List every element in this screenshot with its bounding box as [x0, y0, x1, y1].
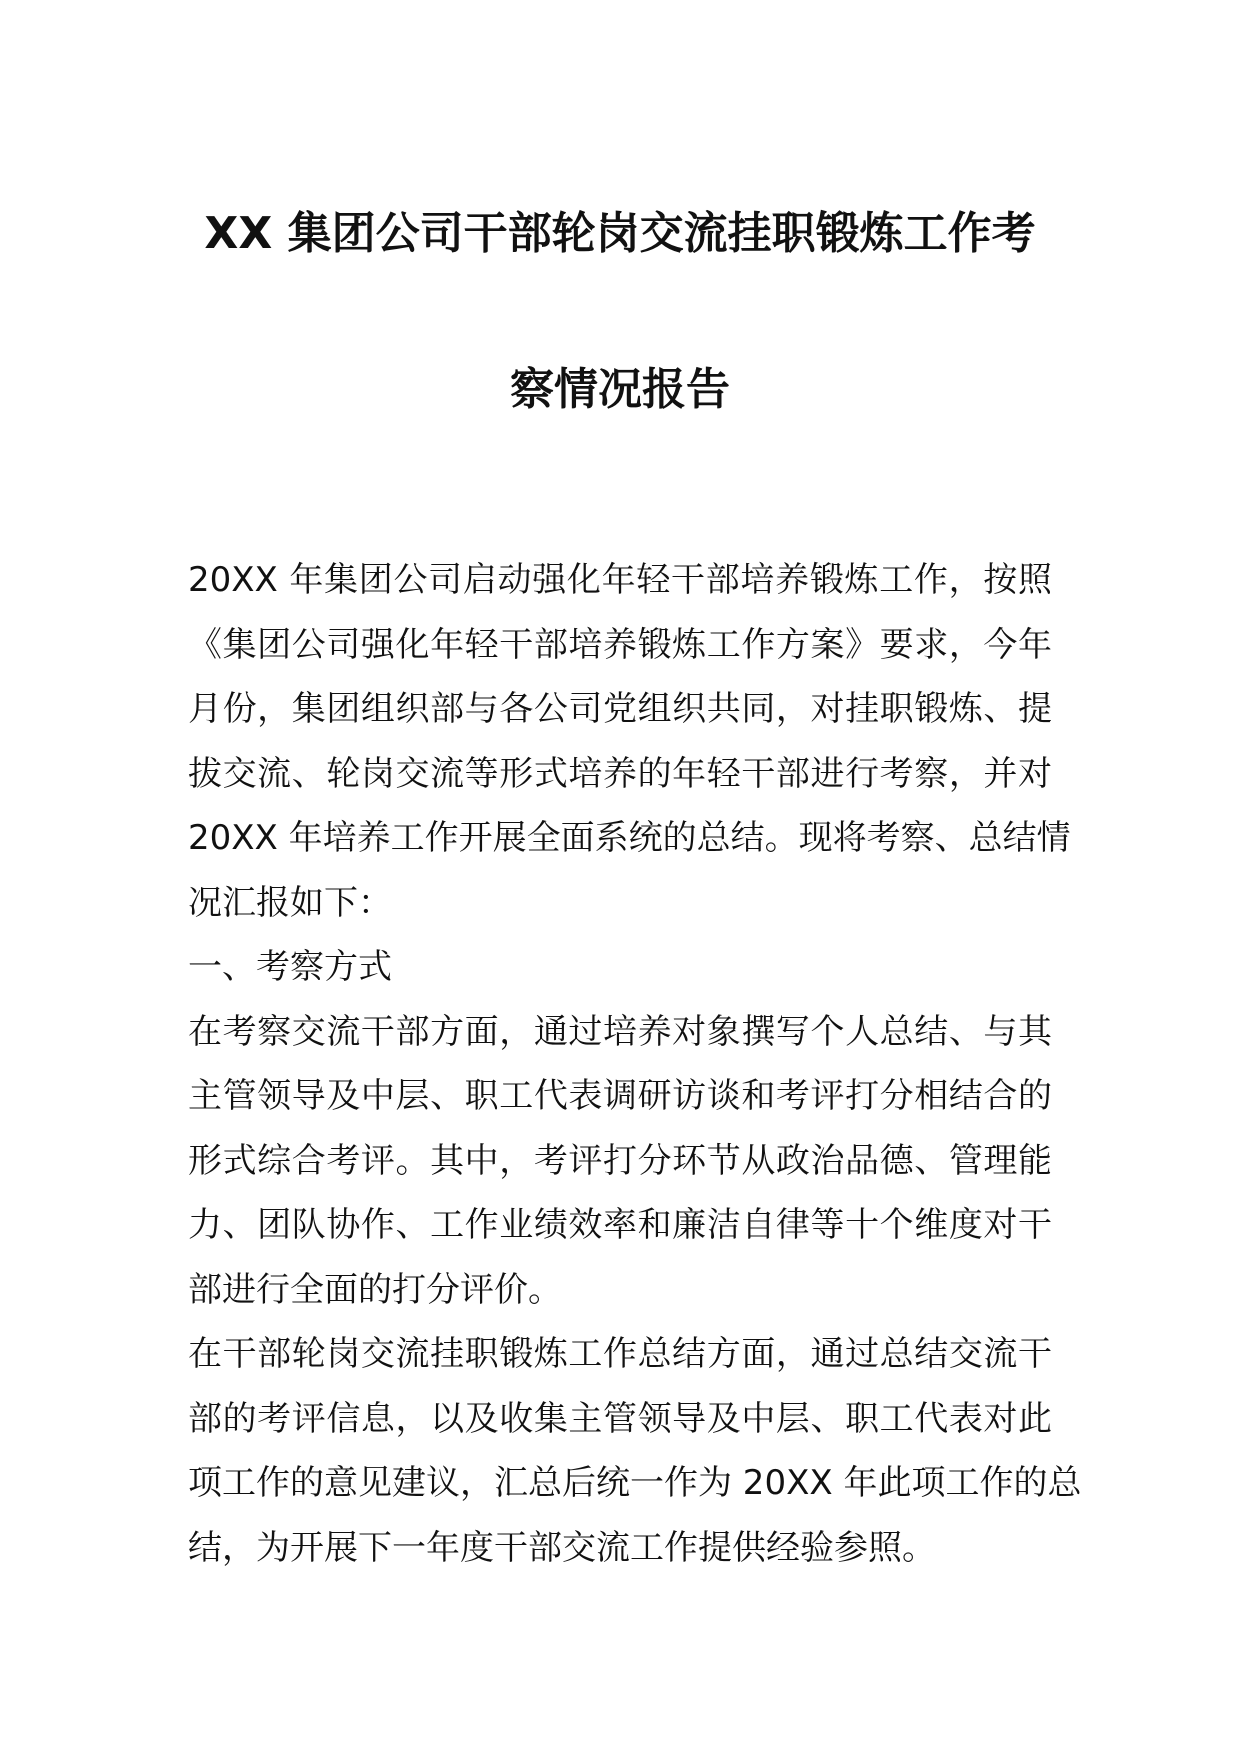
- paragraph-line: 况汇报如下：: [188, 882, 392, 923]
- paragraph-line: 在干部轮岗交流挂职锻炼工作总结方面，通过总结交流干: [188, 1334, 1052, 1374]
- paragraph-line: 20XX 年培养工作开展全面系统的总结。现将考察、总结情: [188, 818, 1071, 858]
- document-title-line-1: XX 集团公司干部轮岗交流挂职锻炼工作考: [204, 208, 1036, 259]
- paragraph-line: 《集团公司强化年轻干部培养锻炼工作方案》要求，今年: [188, 624, 1052, 665]
- document-body: [188, 548, 1082, 1580]
- paragraph-line: 力、团队协作、工作业绩效率和廉洁自律等十个维度对干: [188, 1205, 1052, 1245]
- paragraph-line: 在考察交流干部方面，通过培养对象撰写个人总结、与其: [188, 1011, 1052, 1052]
- paragraph-line: 部进行全面的打分评价。: [188, 1269, 562, 1310]
- paragraph-line: 结，为开展下一年度干部交流工作提供经验参照。: [188, 1527, 936, 1568]
- section-heading: 一、考察方式: [188, 947, 392, 987]
- paragraph-line: 20XX 年集团公司启动强化年轻干部培养锻炼工作，按照: [188, 560, 1052, 600]
- paragraph-line: 主管领导及中层、职工代表调研访谈和考评打分相结合的: [188, 1076, 1052, 1116]
- document-title-line-2: 察情况报告: [510, 364, 730, 415]
- paragraph-line: 项工作的意见建议，汇总后统一作为 20XX 年此项工作的总: [188, 1463, 1082, 1503]
- paragraph-line: 拔交流、轮岗交流等形式培养的年轻干部进行考察，并对: [188, 753, 1052, 794]
- paragraph-line: 部的考评信息，以及收集主管领导及中层、职工代表对此: [188, 1398, 1052, 1439]
- paragraph-line: 月份，集团组织部与各公司党组织共同，对挂职锻炼、提: [188, 689, 1052, 729]
- paragraph-line: 形式综合考评。其中，考评打分环节从政治品德、管理能: [188, 1140, 1052, 1181]
